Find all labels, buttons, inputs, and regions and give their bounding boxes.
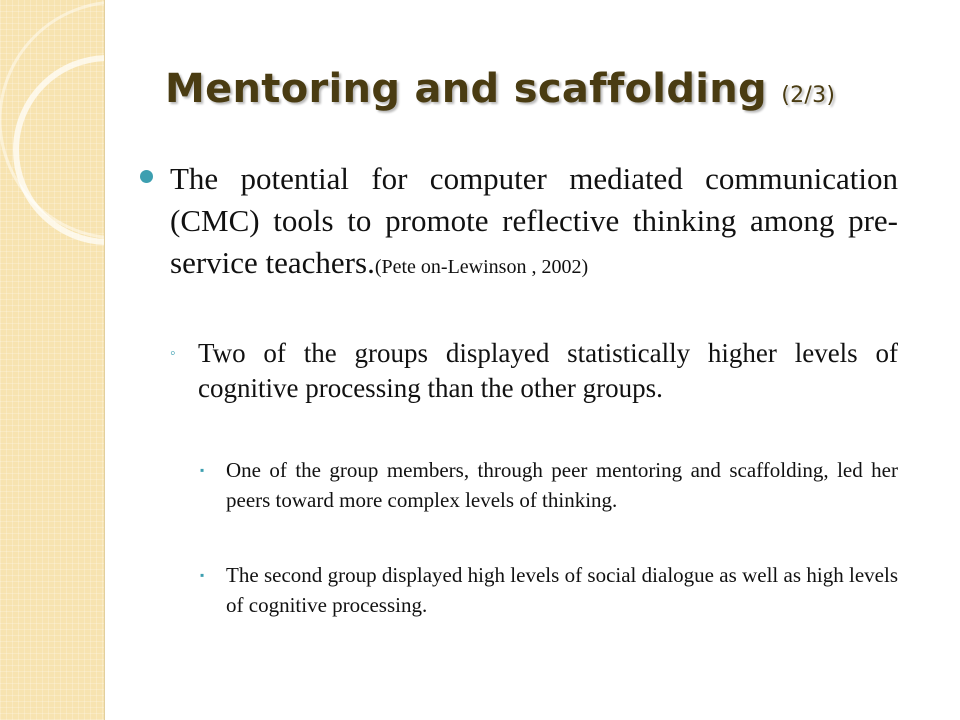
bullet-dot-icon	[140, 170, 153, 183]
citation: (Pete on-Lewinson , 2002)	[374, 256, 589, 278]
sub-bullet-circle-icon: ◦	[170, 345, 176, 362]
bullet-main-text: The potential for computer mediated communication (CMC) tools to promote reflective thinking among pre-service teachers.	[170, 161, 898, 280]
slide-title-text: Mentoring and scaffolding	[165, 66, 767, 112]
sub-sub-bullet-2: The second group displayed high levels of social dialogue as well as high levels of cognitive processing.	[226, 563, 898, 617]
decorative-sidebar	[0, 0, 105, 720]
decorative-circles	[0, 0, 104, 720]
bullet-main	[170, 158, 898, 288]
sub-sub-bullet-1: One of the group members, through peer mentoring and scaffolding, led her peers toward more complex levels of thinking.	[226, 458, 898, 512]
slide-title	[165, 66, 835, 112]
sub-bullet: Two of the groups displayed statistically higher levels of cognitive processing than the other groups.	[198, 338, 898, 403]
sub-sub-bullet-icon: ▪	[200, 568, 205, 582]
sub-sub-bullet-icon: ▪	[200, 463, 205, 477]
slide-title-part: (2/3)	[781, 83, 836, 108]
